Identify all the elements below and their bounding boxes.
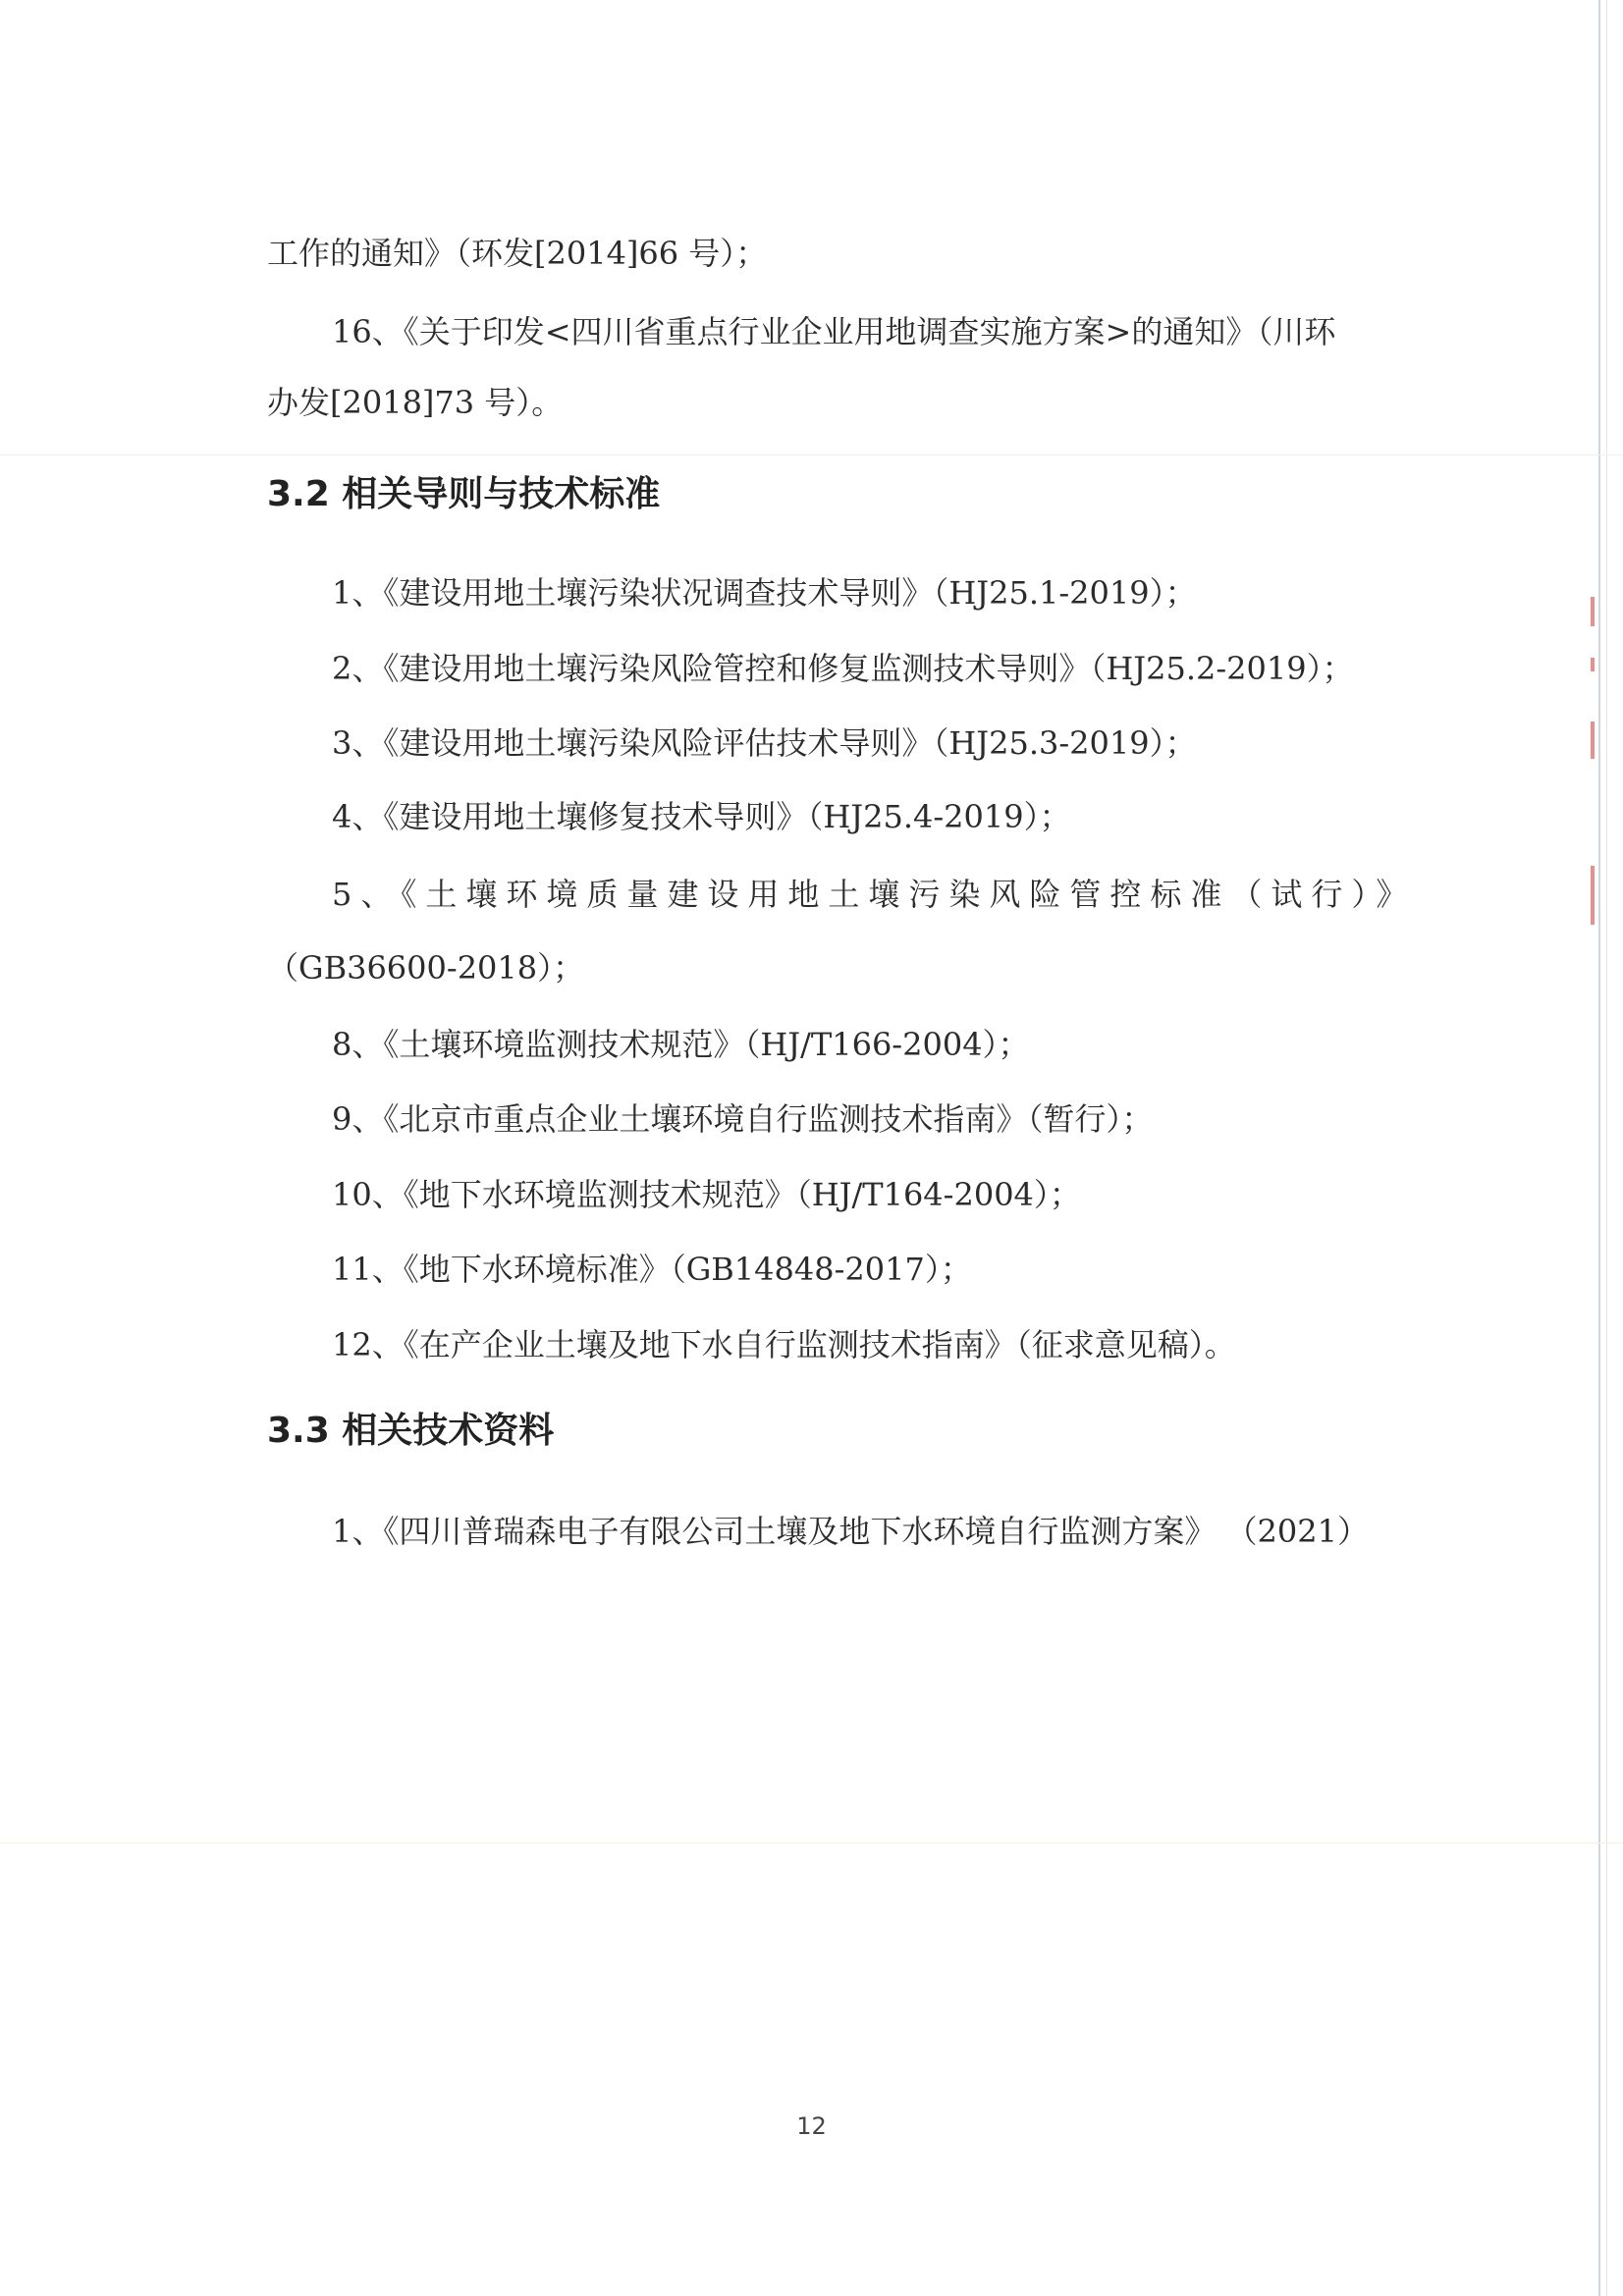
seal-fragment	[1591, 866, 1595, 925]
seal-fragment	[1591, 658, 1595, 671]
list-item: 9、《北京市重点企业土壤环境自行监测技术指南》（暂行）；	[332, 1100, 1154, 1138]
list-item: 1、《四川普瑞森电子有限公司土壤及地下水环境自行监测方案》 （2021）	[332, 1513, 1369, 1550]
list-item: 10、《地下水环境监测技术规范》（HJ/T164-2004）；	[332, 1176, 1081, 1213]
continuation-line: 工作的通知》（环发[2014]66 号）；	[267, 235, 768, 272]
list-item: 1、《建设用地土壤污染状况调查技术导则》（HJ25.1-2019）；	[332, 574, 1197, 612]
section-heading: 3.3 相关技术资料	[267, 1411, 555, 1451]
scan-fold-line	[0, 454, 1623, 455]
list-item: 12、《在产企业土壤及地下水自行监测技术指南》（征求意见稿）。	[332, 1326, 1236, 1363]
list-item-continuation: 办发[2018]73 号）。	[267, 384, 564, 421]
list-item: 4、《建设用地土壤修复技术导则》（HJ25.4-2019）；	[332, 798, 1071, 835]
scan-fold-line	[0, 1842, 1623, 1843]
list-item: 16、《关于印发<四川省重点行业企业用地调查实施方案>的通知》（川环	[332, 313, 1336, 350]
list-item: 11、《地下水环境标准》（GB14848-2017）；	[332, 1251, 972, 1288]
page-number: 12	[796, 2112, 827, 2140]
list-item-continuation: （GB36600-2018）；	[267, 949, 585, 987]
list-item: 8、《土壤环境监测技术规范》（HJ/T166-2004）；	[332, 1026, 1030, 1063]
seal-fragment	[1591, 721, 1595, 759]
list-item: 5、《土壤环境质量建设用地土壤污染风险管控标准（试行）》	[332, 876, 1417, 913]
scan-edge-line	[1606, 0, 1607, 2296]
list-item: 3、《建设用地土壤污染风险评估技术导则》（HJ25.3-2019）；	[332, 724, 1197, 762]
section-heading: 3.2 相关导则与技术标准	[267, 474, 661, 514]
list-item: 2、《建设用地土壤污染风险管控和修复监测技术导则》（HJ25.2-2019）；	[332, 650, 1354, 687]
scan-edge-line	[1598, 0, 1600, 2296]
seal-fragment	[1591, 597, 1595, 626]
